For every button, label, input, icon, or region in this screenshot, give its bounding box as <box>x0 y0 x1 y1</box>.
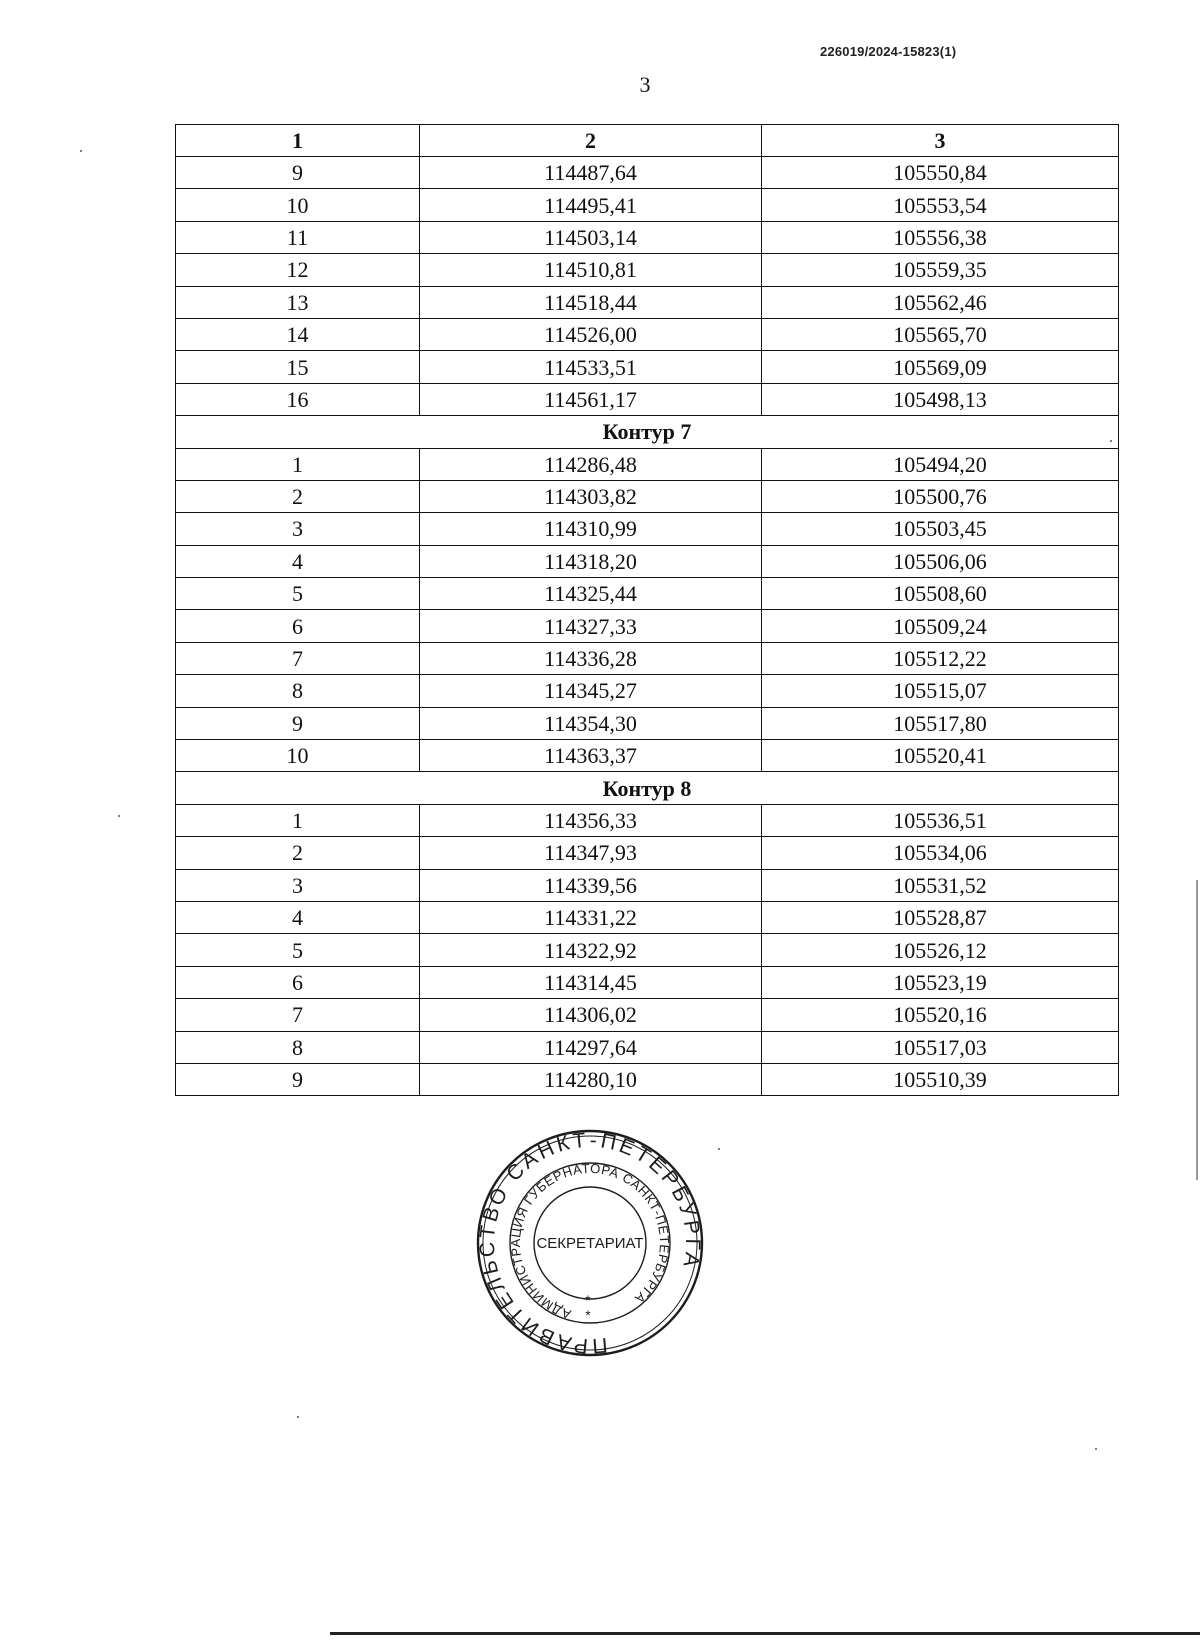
document-id: 226019/2024-15823(1) <box>820 44 957 59</box>
x-coordinate-cell: 114347,93 <box>420 837 762 869</box>
point-number-cell: 4 <box>176 545 420 577</box>
point-number-cell: 4 <box>176 901 420 933</box>
point-number-cell: 15 <box>176 351 420 383</box>
point-number-cell: 6 <box>176 966 420 998</box>
column-header: 3 <box>762 125 1119 157</box>
table-row <box>176 221 1119 253</box>
table-row <box>176 707 1119 739</box>
x-coordinate-cell: 114286,48 <box>420 448 762 480</box>
seal-outer-text: ПРАВИТЕЛЬСТВО САНКТ-ПЕТЕРБУРГА <box>475 1128 705 1358</box>
y-coordinate-cell: 105526,12 <box>762 934 1119 966</box>
table-row <box>176 642 1119 674</box>
point-number-cell: 9 <box>176 1063 420 1095</box>
y-coordinate-cell: 105500,76 <box>762 480 1119 512</box>
scan-edge-line <box>1196 880 1198 1180</box>
table-row <box>176 999 1119 1031</box>
y-coordinate-cell: 105517,03 <box>762 1031 1119 1063</box>
point-number-cell: 14 <box>176 318 420 350</box>
x-coordinate-cell: 114533,51 <box>420 351 762 383</box>
y-coordinate-cell: 105520,41 <box>762 740 1119 772</box>
y-coordinate-cell: 105565,70 <box>762 318 1119 350</box>
point-number-cell: 8 <box>176 1031 420 1063</box>
table-row <box>176 383 1119 415</box>
table-row <box>176 804 1119 836</box>
table-row <box>176 934 1119 966</box>
table-header <box>176 125 1119 157</box>
section-row <box>176 416 1119 448</box>
y-coordinate-cell: 105569,09 <box>762 351 1119 383</box>
y-coordinate-cell: 105498,13 <box>762 383 1119 415</box>
y-coordinate-cell: 105550,84 <box>762 157 1119 189</box>
scan-speck <box>1110 440 1112 442</box>
secretariat-seal <box>475 1128 705 1358</box>
x-coordinate-cell: 114518,44 <box>420 286 762 318</box>
scan-speck <box>1095 1448 1097 1450</box>
y-coordinate-cell: 105536,51 <box>762 804 1119 836</box>
x-coordinate-cell: 114510,81 <box>420 254 762 286</box>
x-coordinate-cell: 114356,33 <box>420 804 762 836</box>
point-number-cell: 2 <box>176 837 420 869</box>
scan-speck <box>297 1416 299 1418</box>
y-coordinate-cell: 105506,06 <box>762 545 1119 577</box>
y-coordinate-cell: 105509,24 <box>762 610 1119 642</box>
table-row <box>176 610 1119 642</box>
section-row <box>176 772 1119 804</box>
point-number-cell: 12 <box>176 254 420 286</box>
x-coordinate-cell: 114487,64 <box>420 157 762 189</box>
point-number-cell: 1 <box>176 804 420 836</box>
point-number-cell: 9 <box>176 707 420 739</box>
seal-center-text: СЕКРЕТАРИАТ <box>536 1235 644 1252</box>
seal-inner-text: АДМИНИСТРАЦИЯ ГУБЕРНАТОРА САНКТ-ПЕТЕРБУРГА <box>507 1160 673 1323</box>
y-coordinate-cell: 105528,87 <box>762 901 1119 933</box>
x-coordinate-cell: 114325,44 <box>420 578 762 610</box>
x-coordinate-cell: 114280,10 <box>420 1063 762 1095</box>
y-coordinate-cell: 105508,60 <box>762 578 1119 610</box>
point-number-cell: 16 <box>176 383 420 415</box>
table-body <box>176 157 1119 1096</box>
table-row <box>176 578 1119 610</box>
point-number-cell: 8 <box>176 675 420 707</box>
x-coordinate-cell: 114363,37 <box>420 740 762 772</box>
point-number-cell: 3 <box>176 869 420 901</box>
table-row <box>176 448 1119 480</box>
point-number-cell: 5 <box>176 578 420 610</box>
y-coordinate-cell: 105510,39 <box>762 1063 1119 1095</box>
x-coordinate-cell: 114306,02 <box>420 999 762 1031</box>
seal-star-icon: * <box>585 1292 591 1308</box>
y-coordinate-cell: 105515,07 <box>762 675 1119 707</box>
x-coordinate-cell: 114318,20 <box>420 545 762 577</box>
x-coordinate-cell: 114310,99 <box>420 513 762 545</box>
y-coordinate-cell: 105562,46 <box>762 286 1119 318</box>
table-row <box>176 901 1119 933</box>
y-coordinate-cell: 105534,06 <box>762 837 1119 869</box>
y-coordinate-cell: 105553,54 <box>762 189 1119 221</box>
scan-edge-line <box>330 1632 1200 1635</box>
point-number-cell: 7 <box>176 999 420 1031</box>
y-coordinate-cell: 105494,20 <box>762 448 1119 480</box>
x-coordinate-cell: 114561,17 <box>420 383 762 415</box>
point-number-cell: 2 <box>176 480 420 512</box>
y-coordinate-cell: 105520,16 <box>762 999 1119 1031</box>
table-row <box>176 675 1119 707</box>
page-number: 3 <box>639 72 651 97</box>
point-number-cell: 7 <box>176 642 420 674</box>
point-number-cell: 1 <box>176 448 420 480</box>
x-coordinate-cell: 114495,41 <box>420 189 762 221</box>
table-row <box>176 545 1119 577</box>
x-coordinate-cell: 114345,27 <box>420 675 762 707</box>
seal-star-icon: * <box>585 1307 591 1323</box>
x-coordinate-cell: 114503,14 <box>420 221 762 253</box>
section-title: Контур 7 <box>176 416 1119 448</box>
table-row <box>176 318 1119 350</box>
x-coordinate-cell: 114327,33 <box>420 610 762 642</box>
column-header: 2 <box>420 125 762 157</box>
x-coordinate-cell: 114303,82 <box>420 480 762 512</box>
x-coordinate-cell: 114339,56 <box>420 869 762 901</box>
point-number-cell: 11 <box>176 221 420 253</box>
point-number-cell: 9 <box>176 157 420 189</box>
point-number-cell: 6 <box>176 610 420 642</box>
table-row <box>176 1031 1119 1063</box>
x-coordinate-cell: 114314,45 <box>420 966 762 998</box>
table-row <box>176 869 1119 901</box>
y-coordinate-cell: 105556,38 <box>762 221 1119 253</box>
point-number-cell: 13 <box>176 286 420 318</box>
table-row <box>176 351 1119 383</box>
table-row <box>176 254 1119 286</box>
y-coordinate-cell: 105559,35 <box>762 254 1119 286</box>
point-number-cell: 3 <box>176 513 420 545</box>
table-row <box>176 286 1119 318</box>
scan-speck <box>718 1148 720 1150</box>
scan-speck <box>118 815 120 817</box>
y-coordinate-cell: 105512,22 <box>762 642 1119 674</box>
scan-speck <box>80 150 82 152</box>
x-coordinate-cell: 114354,30 <box>420 707 762 739</box>
x-coordinate-cell: 114526,00 <box>420 318 762 350</box>
table-row <box>176 1063 1119 1095</box>
table-row <box>176 837 1119 869</box>
x-coordinate-cell: 114331,22 <box>420 901 762 933</box>
table-row <box>176 513 1119 545</box>
header-row <box>176 125 1119 157</box>
point-number-cell: 10 <box>176 189 420 221</box>
x-coordinate-cell: 114322,92 <box>420 934 762 966</box>
y-coordinate-cell: 105503,45 <box>762 513 1119 545</box>
y-coordinate-cell: 105523,19 <box>762 966 1119 998</box>
y-coordinate-cell: 105517,80 <box>762 707 1119 739</box>
coordinates-table <box>175 124 1119 1096</box>
point-number-cell: 10 <box>176 740 420 772</box>
table-row <box>176 480 1119 512</box>
x-coordinate-cell: 114297,64 <box>420 1031 762 1063</box>
y-coordinate-cell: 105531,52 <box>762 869 1119 901</box>
table-row <box>176 157 1119 189</box>
table-row <box>176 966 1119 998</box>
section-title: Контур 8 <box>176 772 1119 804</box>
table-row <box>176 189 1119 221</box>
x-coordinate-cell: 114336,28 <box>420 642 762 674</box>
table-row <box>176 740 1119 772</box>
column-header: 1 <box>176 125 420 157</box>
point-number-cell: 5 <box>176 934 420 966</box>
